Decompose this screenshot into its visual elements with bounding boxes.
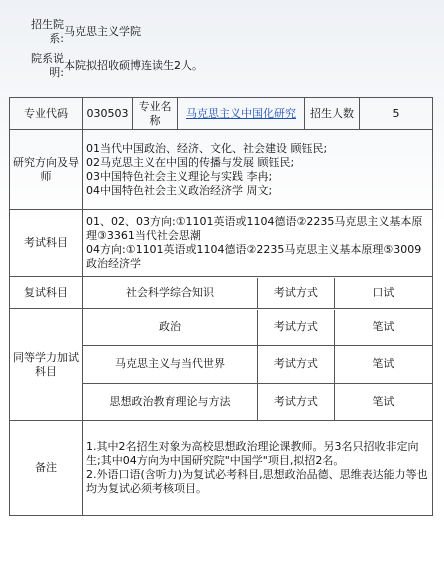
note-value: 本院拟招收硕博连读生2人。 — [64, 59, 203, 72]
remarks-text: 1.其中2名招生对象为高校思想政治理论课教师。另3名只招收非定向生;其中04方向为中国研究院"中国学"项目,拟招2名。 2.外语口语(含听力)为复试必考科目,思想政治品德、思维表达能力等也均为复试必须考核项目。 — [83, 421, 433, 516]
program-table — [9, 97, 433, 516]
table-row — [83, 346, 432, 383]
table-row — [10, 98, 433, 130]
count-value: 5 — [360, 98, 433, 130]
table-row — [10, 130, 433, 210]
retest-method: 口试 — [334, 278, 432, 308]
remarks-label: 备注 — [10, 421, 83, 516]
direction-item: 04中国特色社会主义政治经济学 周文; — [86, 183, 273, 197]
equivalent-method: 笔试 — [334, 310, 432, 346]
code-value: 030503 — [83, 98, 133, 130]
equivalent-subject: 马克思主义与当代世界 — [83, 346, 258, 383]
equivalent-subject: 政治 — [83, 310, 258, 346]
direction-item: 02马克思主义在中国的传播与发展 顾钰民; — [86, 155, 295, 169]
table-row — [83, 383, 432, 419]
table-row — [10, 309, 433, 421]
table-row — [10, 210, 433, 277]
major-name-link[interactable]: 马克思主义中国化研究 — [186, 106, 296, 120]
equivalent-label: 同等学力加试科目 — [10, 309, 83, 421]
table-row — [83, 310, 432, 346]
equivalent-subject: 思想政治教育理论与方法 — [83, 383, 258, 419]
equivalent-inner — [83, 310, 432, 420]
school-label: 招生院系: — [31, 18, 64, 45]
retest-method-label: 考试方式 — [258, 278, 335, 308]
direction-item: 01当代中国政治、经济、文化、社会建设 顾钰民; — [86, 141, 328, 155]
directions-cell — [83, 130, 433, 210]
note-label: 院系说明: — [31, 52, 64, 79]
equivalent-method-label: 考试方式 — [258, 310, 335, 346]
exams-label: 考试科目 — [10, 210, 83, 277]
exams-text: 01、02、03方向:①1101英语或1104德语②2235马克思主义基本原理③3361当代社会思潮 04方向:①1101英语或1104德语②2235马克思主义基本原理⑤3009政治经济学 — [83, 210, 433, 277]
retest-inner — [83, 278, 432, 308]
table-row — [10, 421, 433, 516]
school-value: 马克思主义学院 — [64, 25, 141, 38]
equivalent-method: 笔试 — [334, 346, 432, 383]
direction-item: 03中国特色社会主义理论与实践 李冉; — [86, 169, 273, 183]
equivalent-method-label: 考试方式 — [258, 383, 335, 419]
count-label: 招生人数 — [305, 98, 360, 130]
equivalent-method: 笔试 — [334, 383, 432, 419]
retest-label: 复试科目 — [10, 277, 83, 309]
table-row — [10, 277, 433, 309]
equivalent-method-label: 考试方式 — [258, 346, 335, 383]
code-label: 专业代码 — [10, 98, 83, 130]
name-label: 专业名称 — [133, 98, 178, 130]
retest-subject: 社会科学综合知识 — [83, 278, 258, 308]
directions-label: 研究方向及导师 — [10, 130, 83, 210]
